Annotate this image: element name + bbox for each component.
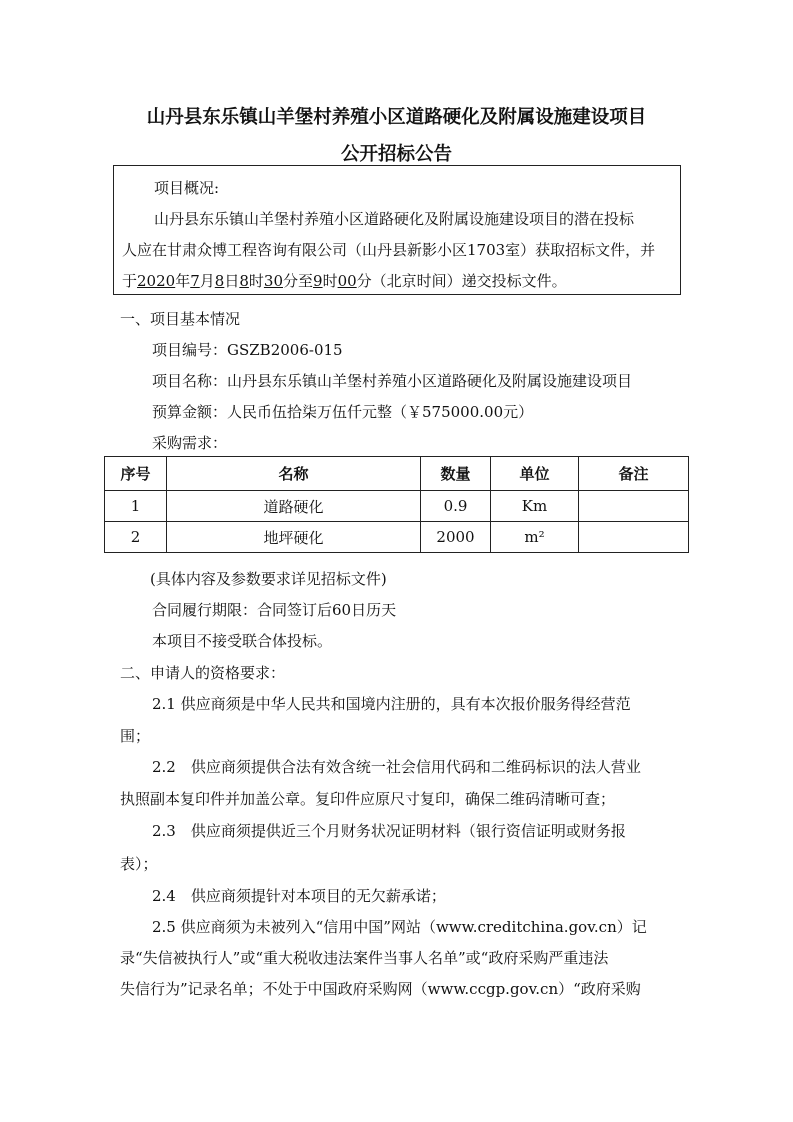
cell-quantity: 2000 <box>421 522 491 553</box>
overview-heading: 项目概况: <box>154 179 220 197</box>
requirement-2-5: 2.5 供应商须为未被列入“信用中国”网站（www.creditchina.gov.cn）记 <box>152 918 647 936</box>
contract-period: 合同履行期限：合同签订后60日历天 <box>152 601 397 619</box>
start-minute: 30 <box>263 272 283 290</box>
title-line-2: 公开招标公告 <box>340 144 452 165</box>
overview-line-1: 山丹县东乐镇山羊堡村养殖小区道路硬化及附属设施建设项目的潜在投标 <box>154 210 635 228</box>
section1-heading: 一、项目基本情况 <box>120 310 241 328</box>
project-name: 项目名称：山丹县东乐镇山羊堡村养殖小区道路硬化及附属设施建设项目 <box>152 372 633 390</box>
requirement-2-3: 2.3 供应商须提供近三个月财务状况证明材料（银行资信证明或财务报 <box>152 822 626 840</box>
requirement-2-2-cont: 执照副本复印件并加盖公章。复印件应原尺寸复印，确保二维码清晰可查； <box>120 790 616 808</box>
requirement-2-4: 2.4 供应商须提针对本项目的无欠薪承诺； <box>152 887 446 905</box>
requirement-2-5-cont-2: 失信行为”记录名单；不处于中国政府采购网（www.ccgp.gov.cn）“政府采购 <box>120 980 641 998</box>
requirement-2-1-cont: 围； <box>120 727 151 745</box>
requirement-2-5-cont-1: 录“失信被执行人”或“重大税收违法案件当事人名单”或“政府采购严重违法 <box>120 949 609 967</box>
cell-index: 2 <box>105 522 167 553</box>
deadline-day: 8 <box>214 272 225 290</box>
table-header-row <box>105 457 689 491</box>
cell-unit: m² <box>491 522 579 553</box>
deadline-year: 2020 <box>137 272 176 290</box>
project-number: 项目编号：GSZB2006-015 <box>152 341 343 359</box>
cell-remark <box>579 522 689 553</box>
section2-heading: 二、申请人的资格要求： <box>120 664 286 682</box>
budget-amount: 预算金额：人民币伍拾柒万伍仟元整（￥575000.00元） <box>152 403 534 421</box>
cell-unit: Km <box>491 491 579 522</box>
start-hour: 8 <box>239 272 249 290</box>
table-row <box>105 522 689 553</box>
requirement-2-2: 2.2 供应商须提供合法有效含统一社会信用代码和二维码标识的法人营业 <box>152 758 641 776</box>
cell-quantity: 0.9 <box>421 491 491 522</box>
header-quantity: 数量 <box>421 457 491 491</box>
end-hour: 9 <box>313 272 323 290</box>
cell-name: 道路硬化 <box>167 491 421 522</box>
table-row <box>105 491 689 522</box>
cell-name: 地坪硬化 <box>167 522 421 553</box>
overview-line-3: 于2020年7月8日8时30分至9时00分（北京时间）递交投标文件。 <box>122 272 567 290</box>
header-unit: 单位 <box>491 457 579 491</box>
overview-line-2: 人应在甘肃众博工程咨询有限公司（山丹县新影小区1703室）获取招标文件，并 <box>122 241 656 259</box>
end-minute: 00 <box>337 272 357 290</box>
cell-index: 1 <box>105 491 167 522</box>
header-remark: 备注 <box>579 457 689 491</box>
detail-note: (具体内容及参数要求详见招标文件) <box>150 570 387 588</box>
no-consortium-note: 本项目不接受联合体投标。 <box>152 632 333 650</box>
cell-remark <box>579 491 689 522</box>
deadline-month: 7 <box>190 272 200 290</box>
procurement-label: 采购需求： <box>152 434 228 452</box>
title-line-1: 山丹县东乐镇山羊堡村养殖小区道路硬化及附属设施建设项目 <box>146 107 647 128</box>
header-index: 序号 <box>105 457 167 491</box>
requirement-2-1: 2.1 供应商须是中华人民共和国境内注册的，具有本次报价服务得经营范 <box>152 695 631 713</box>
requirements-table <box>104 456 689 553</box>
header-name: 名称 <box>167 457 421 491</box>
requirement-2-3-cont: 表）； <box>120 855 158 873</box>
